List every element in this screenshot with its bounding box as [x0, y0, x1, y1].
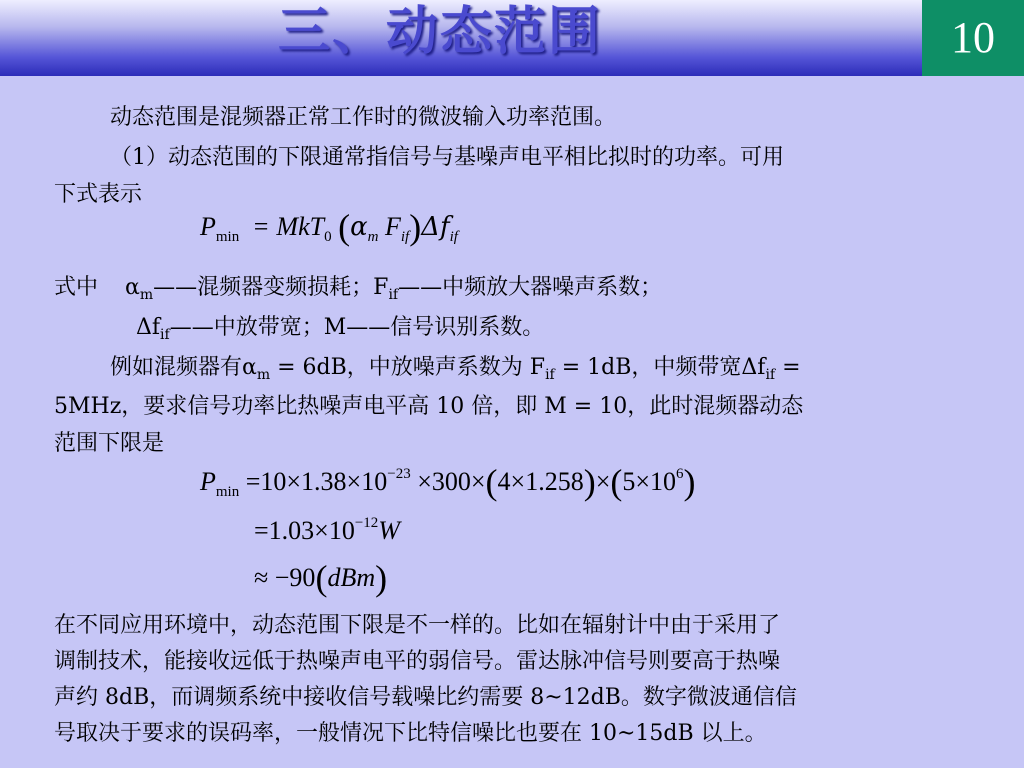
- example-subscript: if: [545, 367, 555, 383]
- formula-unit: W: [378, 516, 400, 545]
- formula-text: ×300×: [410, 467, 486, 496]
- title-bar: [0, 0, 922, 76]
- formula-text: 5×10: [622, 467, 677, 496]
- example-line3: 范围下限是: [54, 431, 165, 456]
- formula-symbol: Δf: [421, 212, 450, 242]
- closing-line2: 调制技术，能接收远低于热噪声电平的弱信号。雷达脉冲信号则要高于热噪: [54, 649, 781, 674]
- example-line2: 5MHz，要求信号功率比热噪声电平高 10 倍，即 M = 10，此时混频器动态: [54, 394, 804, 419]
- formula-unit: dBm: [327, 563, 376, 592]
- page-number-badge: 10: [922, 0, 1024, 76]
- example-line1: [54, 350, 1024, 393]
- m-description: M——信号识别系数。: [323, 315, 545, 340]
- where-lead: 式中: [54, 275, 99, 300]
- delta-symbol: Δf: [136, 315, 161, 340]
- lower-limit-line1: （1）动态范围的下限通常指信号与基噪声电平相比拟时的功率。可用: [110, 145, 784, 170]
- formula-exponent: −23: [387, 466, 411, 482]
- formula-text: ≈ −90: [254, 563, 316, 592]
- f-description: ——中频放大器噪声系数；: [398, 275, 663, 300]
- f-symbol: F: [373, 275, 389, 300]
- formula-subscript: m: [367, 229, 379, 245]
- formula-subscript: min: [215, 484, 240, 500]
- formula-text: =10×1.38×10: [245, 467, 388, 496]
- example-text: 例如混频器有α: [110, 355, 257, 380]
- formula-symbol: F: [384, 212, 401, 241]
- formula-subscript: if: [449, 229, 458, 245]
- page-title: 三、动态范围: [278, 2, 603, 62]
- closing-line1: 在不同应用环境中，动态范围下限是不一样的。比如在辐射计中由于采用了: [54, 613, 781, 638]
- formula-pmin-row3: ≈ −90(dBm): [254, 558, 388, 598]
- formula-exponent: −12: [354, 515, 379, 531]
- formula-exponent: 6: [676, 466, 684, 482]
- closing-line4: 号取决于要求的误码率，一般情况下比特信噪比也要在 10~15dB 以上。: [54, 721, 767, 746]
- formula-symbol: MkT: [276, 212, 325, 241]
- closing-line3: 声约 8dB，而调频系统中接收信号载噪比约需要 8~12dB。数字微波通信信: [54, 685, 797, 710]
- where-line2: [136, 310, 1024, 353]
- formula-subscript: 0: [324, 229, 332, 245]
- alpha-symbol: α: [125, 275, 140, 300]
- lower-limit-line2: 下式表示: [54, 182, 143, 207]
- example-text: =: [775, 355, 801, 380]
- formula-text: =1.03×10: [254, 516, 355, 545]
- formula-subscript: min: [215, 229, 240, 245]
- delta-subscript: if: [160, 327, 170, 343]
- alpha-subscript: m: [139, 287, 154, 303]
- f-subscript: if: [388, 287, 399, 303]
- example-subscript: m: [256, 367, 271, 383]
- formula-text: 4×1.258: [497, 467, 584, 496]
- formula-symbol: P: [200, 212, 216, 241]
- formula-symbol: P: [200, 467, 216, 496]
- formula-pmin-general: $P_{min} = MkT_0$ ($\alpha_m$ $F_{if})\Delta f_{if}$: [200, 207, 458, 247]
- formula-subscript: if: [400, 229, 410, 245]
- formula-symbol: α: [350, 212, 368, 242]
- formula-operator: ×: [595, 467, 611, 496]
- formula-operator: =: [253, 212, 269, 241]
- intro-paragraph: 动态范围是混频器正常工作时的微波输入功率范围。: [110, 105, 617, 130]
- example-subscript: if: [765, 367, 776, 383]
- example-text: = 6dB，中放噪声系数为 F: [270, 355, 546, 380]
- formula-pmin-row2: [254, 515, 400, 546]
- delta-description: ——中放带宽；: [169, 315, 324, 340]
- where-line1: [54, 270, 972, 313]
- formula-pmin-row1: $P_{min} =10\times 1.38\times 10^{-23} \times 300\times(4\times 1.258)\times(5\times 10^6)$: [200, 462, 696, 502]
- alpha-description: ——混频器变频损耗；: [153, 275, 374, 300]
- example-text: = 1dB，中频带宽Δf: [554, 355, 766, 380]
